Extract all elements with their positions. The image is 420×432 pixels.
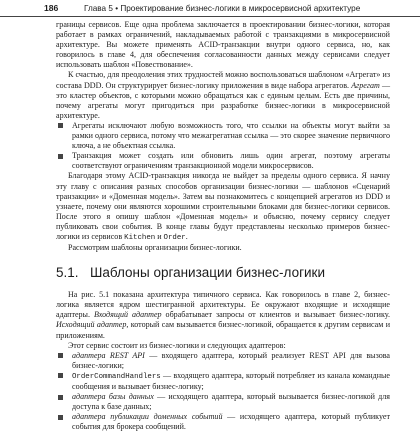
code-order: Order: [163, 233, 186, 242]
term-outbound-adapter: Исходящий адаптер: [56, 320, 127, 330]
bullet-square-icon: [58, 123, 63, 128]
adapter-list-item: адаптера базы данных — исходящего адаптера, который вызывается бизнес-логикой для доступа к базе данных;: [56, 392, 390, 412]
section-title: Шаблоны организации бизнес-логики: [90, 265, 325, 281]
code-kitchen: Kitchen: [124, 233, 156, 242]
bullet-item: Транзакция может создать или обновить лишь один агрегат, поэтому агрегаты соответствуют ограничениям транзакционной модели микросервисов.: [56, 151, 390, 171]
section-number: 5.1.: [56, 265, 79, 281]
bullet-item: Агрегаты исключают любую возможность того, что ссылки на объекты могут выйти за рамки одного сервиса, потому что межагрегатная ссылка — это скорее значение первичного ключа, а не объектная ссылка.: [56, 121, 390, 151]
adapter-list-item: OrderCommandHandlers — входящего адаптера, который потребляет из канала командные сообщения и вызывает бизнес-логику;: [56, 371, 390, 392]
page-body: [56, 20, 390, 432]
adapter-list-item: адаптера REST API — входящего адаптера, который реализует REST API для вызова бизнес-логики;: [56, 351, 390, 371]
running-header: [0, 0, 420, 17]
term-inbound-adapter: Входящий адаптер: [93, 310, 162, 320]
bullet-square-icon: [58, 373, 63, 378]
paragraph: На рис. 5.1 показана архитектура типичного сервиса. Как говорилось в главе 2, бизнес-логика является ядром шестигранной архитектуры. Ее окружают входящие и исходящие адаптеры. Входящий адаптер обрабатывает запросы от клиентов и вызывает бизнес-логику. Исходящий адаптер, который сам вызывается бизнес-логикой, обращается к другим сервисам и приложениям.: [56, 290, 391, 340]
paragraph: Этот сервис состоит из бизнес-логики и следующих адаптеров:: [68, 340, 286, 350]
bullet-square-icon: [58, 353, 63, 358]
page-number: 186: [44, 3, 59, 13]
paragraph: границы сервисов. Еще одна проблема заключается в проектировании бизнес-логики, которая работает в рамках ограничений, накладываемых работой с транзакциями в микросервисной архитектуре. Вы можете применять ACID-транзакции внутри одного сервиса, но, как говорилось в главе 4, для обеспечения согласованности данных между сервисами следует использовать шаблон «Повествование».: [56, 20, 390, 70]
paragraph: Рассмотрим шаблоны организации бизнес-логики.: [68, 243, 242, 253]
term-aggregate: Агрегат: [351, 80, 380, 90]
bullet-square-icon: [58, 415, 63, 420]
running-head-title: Глава 5 • Проектирование бизнес-логики в микросервисной архитектуре: [84, 3, 361, 13]
paragraph: К счастью, для преодоления этих трудностей можно воспользоваться шаблоном «Агрегат» из состава DDD. Он структурирует бизнес-логику приложения в виде набора агрегатов. Агрегат — это кластер объектов, с которыми можно обращаться как с единым целым. Есть две причины, почему агрегаты могут пригодиться при разработке бизнес-логики в микросервисной архитектуре.: [56, 70, 391, 120]
bullet-square-icon: [58, 395, 63, 400]
adapter-list-item: адаптера публикации доменных событий — исходящего адаптера, который публикует события для брокера сообщений.: [56, 412, 390, 432]
paragraph: Благодаря этому ACID-транзакция никогда не выйдет за пределы одного сервиса. Я начну эту главу с описания разных способов организации бизнес-логики — шаблонов «Сценарий транзакции» и «Доменная модель». Затем вы познакомитесь с концепцией агрегатов из DDD и узнаете, почему они являются хорошими строительными блоками для бизнес-логики сервисов. После этого я опишу шаблон «Доменная модель» и объясню, почему сервису следует публиковать свои события. В конце главы будут представлены несколько примеров бизнес-логики из сервисов Kitchen и Order.: [56, 171, 390, 242]
section-heading: [56, 265, 390, 280]
bullet-square-icon: [58, 154, 63, 159]
